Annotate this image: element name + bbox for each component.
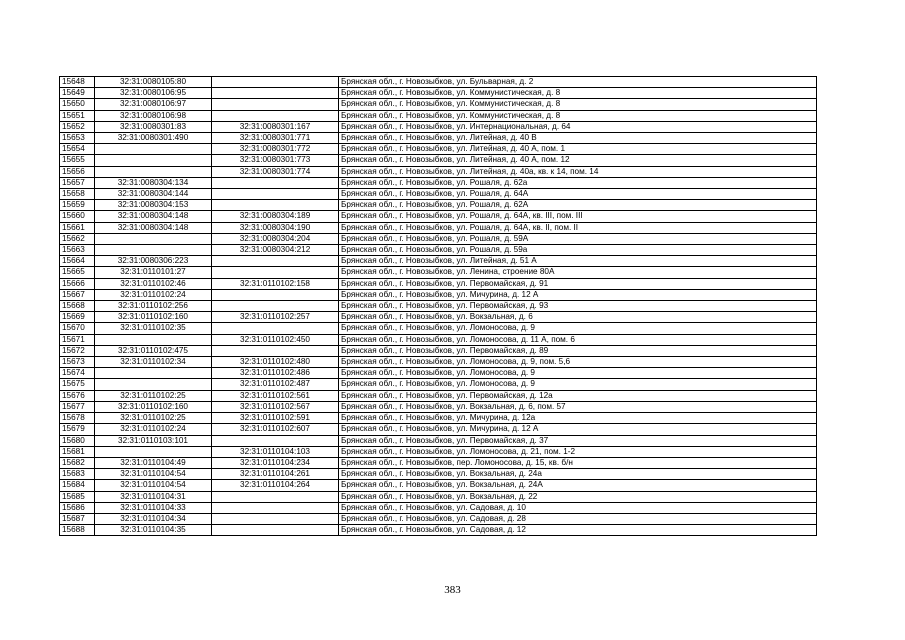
building-cadastral-number-cell: 32:31:0110102:561 bbox=[212, 390, 339, 401]
land-cadastral-number-cell: 32:31:0080106:98 bbox=[95, 110, 212, 121]
table-row bbox=[60, 177, 817, 188]
building-cadastral-number-cell bbox=[212, 177, 339, 188]
building-cadastral-number-cell bbox=[212, 513, 339, 524]
table-row bbox=[60, 502, 817, 513]
table-row bbox=[60, 457, 817, 468]
table-row bbox=[60, 357, 817, 368]
address-cell: Брянская обл., г. Новозыбков, ул. Литейная, д. 40 А, пом. 12 bbox=[339, 155, 817, 166]
address-cell: Брянская обл., г. Новозыбков, ул. Первомайская, д. 91 bbox=[339, 278, 817, 289]
land-cadastral-number-cell: 32:31:0110102:35 bbox=[95, 323, 212, 334]
address-cell: Брянская обл., г. Новозыбков, ул. Бульварная, д. 2 bbox=[339, 77, 817, 88]
address-cell: Брянская обл., г. Новозыбков, ул. Литейная, д. 51 А bbox=[339, 256, 817, 267]
address-cell: Брянская обл., г. Новозыбков, ул. Ленина, строение 80А bbox=[339, 267, 817, 278]
table-row bbox=[60, 334, 817, 345]
building-cadastral-number-cell bbox=[212, 200, 339, 211]
building-cadastral-number-cell: 32:31:0080301:771 bbox=[212, 133, 339, 144]
land-cadastral-number-cell: 32:31:0080304:148 bbox=[95, 211, 212, 222]
address-cell: Брянская обл., г. Новозыбков, ул. Ломоносова, д. 9 bbox=[339, 323, 817, 334]
row-number-cell: 15680 bbox=[60, 435, 95, 446]
land-cadastral-number-cell: 32:31:0080301:490 bbox=[95, 133, 212, 144]
address-cell: Брянская обл., г. Новозыбков, ул. Литейная, д. 40 А, пом. 1 bbox=[339, 144, 817, 155]
building-cadastral-number-cell: 32:31:0110102:591 bbox=[212, 413, 339, 424]
table-row bbox=[60, 133, 817, 144]
land-cadastral-number-cell: 32:31:0080304:144 bbox=[95, 189, 212, 200]
table-row bbox=[60, 121, 817, 132]
address-cell: Брянская обл., г. Новозыбков, ул. Рошаля, д. 59А bbox=[339, 233, 817, 244]
row-number-cell: 15658 bbox=[60, 189, 95, 200]
land-cadastral-number-cell: 32:31:0110102:46 bbox=[95, 278, 212, 289]
table-row bbox=[60, 401, 817, 412]
table-row bbox=[60, 233, 817, 244]
row-number-cell: 15653 bbox=[60, 133, 95, 144]
table-row bbox=[60, 211, 817, 222]
land-cadastral-number-cell: 32:31:0080105:80 bbox=[95, 77, 212, 88]
address-cell: Брянская обл., г. Новозыбков, ул. Ломоносова, д. 11 А, пом. 6 bbox=[339, 334, 817, 345]
address-cell: Брянская обл., г. Новозыбков, ул. Первомайская, д. 12а bbox=[339, 390, 817, 401]
building-cadastral-number-cell bbox=[212, 301, 339, 312]
row-number-cell: 15650 bbox=[60, 99, 95, 110]
address-cell: Брянская обл., г. Новозыбков, ул. Садовая, д. 28 bbox=[339, 513, 817, 524]
land-cadastral-number-cell bbox=[95, 155, 212, 166]
land-cadastral-number-cell bbox=[95, 379, 212, 390]
building-cadastral-number-cell bbox=[212, 256, 339, 267]
address-cell: Брянская обл., г. Новозыбков, ул. Рошаля, д. 59а bbox=[339, 245, 817, 256]
address-cell: Брянская обл., г. Новозыбков, ул. Коммунистическая, д. 8 bbox=[339, 99, 817, 110]
row-number-cell: 15667 bbox=[60, 289, 95, 300]
building-cadastral-number-cell: 32:31:0110102:607 bbox=[212, 424, 339, 435]
row-number-cell: 15660 bbox=[60, 211, 95, 222]
table-row bbox=[60, 99, 817, 110]
row-number-cell: 15676 bbox=[60, 390, 95, 401]
table-row bbox=[60, 469, 817, 480]
table-row bbox=[60, 200, 817, 211]
address-cell: Брянская обл., г. Новозыбков, ул. Первомайская, д. 89 bbox=[339, 345, 817, 356]
row-number-cell: 15685 bbox=[60, 491, 95, 502]
address-cell: Брянская обл., г. Новозыбков, ул. Литейная, д. 40а, кв. к 14, пом. 14 bbox=[339, 166, 817, 177]
building-cadastral-number-cell bbox=[212, 491, 339, 502]
building-cadastral-number-cell: 32:31:0110102:450 bbox=[212, 334, 339, 345]
building-cadastral-number-cell: 32:31:0080301:774 bbox=[212, 166, 339, 177]
land-cadastral-number-cell: 32:31:0110102:34 bbox=[95, 357, 212, 368]
row-number-cell: 15677 bbox=[60, 401, 95, 412]
address-cell: Брянская обл., г. Новозыбков, ул. Вокзальная, д. 6 bbox=[339, 312, 817, 323]
building-cadastral-number-cell: 32:31:0080301:772 bbox=[212, 144, 339, 155]
land-cadastral-number-cell: 32:31:0110101:27 bbox=[95, 267, 212, 278]
building-cadastral-number-cell bbox=[212, 99, 339, 110]
row-number-cell: 15661 bbox=[60, 222, 95, 233]
building-cadastral-number-cell bbox=[212, 77, 339, 88]
row-number-cell: 15681 bbox=[60, 446, 95, 457]
address-cell: Брянская обл., г. Новозыбков, ул. Вокзальная, д. 22 bbox=[339, 491, 817, 502]
land-cadastral-number-cell: 32:31:0110102:160 bbox=[95, 312, 212, 323]
land-cadastral-number-cell bbox=[95, 368, 212, 379]
land-cadastral-number-cell: 32:31:0080304:148 bbox=[95, 222, 212, 233]
building-cadastral-number-cell bbox=[212, 435, 339, 446]
row-number-cell: 15665 bbox=[60, 267, 95, 278]
table-row bbox=[60, 144, 817, 155]
building-cadastral-number-cell: 32:31:0110102:486 bbox=[212, 368, 339, 379]
land-cadastral-number-cell: 32:31:0110104:54 bbox=[95, 480, 212, 491]
table-row bbox=[60, 245, 817, 256]
address-cell: Брянская обл., г. Новозыбков, пер. Ломоносова, д. 15, кв. б/н bbox=[339, 457, 817, 468]
address-cell: Брянская обл., г. Новозыбков, ул. Ломоносова, д. 9 bbox=[339, 368, 817, 379]
row-number-cell: 15682 bbox=[60, 457, 95, 468]
table-row bbox=[60, 267, 817, 278]
table-row bbox=[60, 110, 817, 121]
row-number-cell: 15670 bbox=[60, 323, 95, 334]
building-cadastral-number-cell: 32:31:0110102:257 bbox=[212, 312, 339, 323]
page-number: 383 bbox=[444, 584, 461, 596]
land-cadastral-number-cell: 32:31:0110102:160 bbox=[95, 401, 212, 412]
land-cadastral-number-cell: 32:31:0080301:83 bbox=[95, 121, 212, 132]
row-number-cell: 15674 bbox=[60, 368, 95, 379]
property-registry-table bbox=[59, 76, 817, 536]
table-row bbox=[60, 379, 817, 390]
row-number-cell: 15687 bbox=[60, 513, 95, 524]
row-number-cell: 15688 bbox=[60, 525, 95, 536]
table-row bbox=[60, 166, 817, 177]
land-cadastral-number-cell: 32:31:0110103:101 bbox=[95, 435, 212, 446]
land-cadastral-number-cell: 32:31:0110102:25 bbox=[95, 413, 212, 424]
address-cell: Брянская обл., г. Новозыбков, ул. Первомайская, д. 93 bbox=[339, 301, 817, 312]
land-cadastral-number-cell bbox=[95, 166, 212, 177]
table-row bbox=[60, 155, 817, 166]
land-cadastral-number-cell: 32:31:0110104:49 bbox=[95, 457, 212, 468]
table-row bbox=[60, 368, 817, 379]
land-cadastral-number-cell: 32:31:0110104:54 bbox=[95, 469, 212, 480]
table-row bbox=[60, 390, 817, 401]
land-cadastral-number-cell: 32:31:0080304:153 bbox=[95, 200, 212, 211]
row-number-cell: 15654 bbox=[60, 144, 95, 155]
building-cadastral-number-cell: 32:31:0080301:773 bbox=[212, 155, 339, 166]
land-cadastral-number-cell bbox=[95, 446, 212, 457]
table-row bbox=[60, 88, 817, 99]
building-cadastral-number-cell bbox=[212, 267, 339, 278]
land-cadastral-number-cell bbox=[95, 144, 212, 155]
address-cell: Брянская обл., г. Новозыбков, ул. Ломоносова, д. 9, пом. 5,6 bbox=[339, 357, 817, 368]
row-number-cell: 15648 bbox=[60, 77, 95, 88]
land-cadastral-number-cell: 32:31:0080106:95 bbox=[95, 88, 212, 99]
address-cell: Брянская обл., г. Новозыбков, ул. Первомайская, д. 37 bbox=[339, 435, 817, 446]
table-row bbox=[60, 301, 817, 312]
land-cadastral-number-cell: 32:31:0110102:24 bbox=[95, 424, 212, 435]
address-cell: Брянская обл., г. Новозыбков, ул. Вокзальная, д. 24А bbox=[339, 480, 817, 491]
table-row bbox=[60, 480, 817, 491]
row-number-cell: 15659 bbox=[60, 200, 95, 211]
address-cell: Брянская обл., г. Новозыбков, ул. Ломоносова, д. 21, пом. 1-2 bbox=[339, 446, 817, 457]
table-row bbox=[60, 77, 817, 88]
address-cell: Брянская обл., г. Новозыбков, ул. Рошаля, д. 64А, кв. II, пом. II bbox=[339, 222, 817, 233]
table-row bbox=[60, 435, 817, 446]
building-cadastral-number-cell: 32:31:0110102:480 bbox=[212, 357, 339, 368]
address-cell: Брянская обл., г. Новозыбков, ул. Рошаля, д. 62А bbox=[339, 200, 817, 211]
table-row bbox=[60, 491, 817, 502]
address-cell: Брянская обл., г. Новозыбков, ул. Рошаля, д. 62а bbox=[339, 177, 817, 188]
row-number-cell: 15671 bbox=[60, 334, 95, 345]
land-cadastral-number-cell bbox=[95, 245, 212, 256]
land-cadastral-number-cell: 32:31:0110102:256 bbox=[95, 301, 212, 312]
land-cadastral-number-cell bbox=[95, 334, 212, 345]
building-cadastral-number-cell bbox=[212, 110, 339, 121]
land-cadastral-number-cell: 32:31:0110102:24 bbox=[95, 289, 212, 300]
land-cadastral-number-cell: 32:31:0110104:31 bbox=[95, 491, 212, 502]
land-cadastral-number-cell: 32:31:0110104:35 bbox=[95, 525, 212, 536]
table-row bbox=[60, 323, 817, 334]
table-row bbox=[60, 278, 817, 289]
building-cadastral-number-cell: 32:31:0110102:487 bbox=[212, 379, 339, 390]
row-number-cell: 15679 bbox=[60, 424, 95, 435]
land-cadastral-number-cell: 32:31:0080304:134 bbox=[95, 177, 212, 188]
table-row bbox=[60, 513, 817, 524]
table-row bbox=[60, 525, 817, 536]
building-cadastral-number-cell: 32:31:0080301:167 bbox=[212, 121, 339, 132]
registry-table-body bbox=[60, 77, 817, 536]
building-cadastral-number-cell bbox=[212, 502, 339, 513]
land-cadastral-number-cell: 32:31:0080306:223 bbox=[95, 256, 212, 267]
row-number-cell: 15678 bbox=[60, 413, 95, 424]
land-cadastral-number-cell bbox=[95, 233, 212, 244]
address-cell: Брянская обл., г. Новозыбков, ул. Коммунистическая, д. 8 bbox=[339, 88, 817, 99]
building-cadastral-number-cell: 32:31:0080304:189 bbox=[212, 211, 339, 222]
building-cadastral-number-cell: 32:31:0110104:103 bbox=[212, 446, 339, 457]
row-number-cell: 15649 bbox=[60, 88, 95, 99]
row-number-cell: 15655 bbox=[60, 155, 95, 166]
address-cell: Брянская обл., г. Новозыбков, ул. Ломоносова, д. 9 bbox=[339, 379, 817, 390]
building-cadastral-number-cell bbox=[212, 289, 339, 300]
building-cadastral-number-cell: 32:31:0110102:158 bbox=[212, 278, 339, 289]
row-number-cell: 15657 bbox=[60, 177, 95, 188]
building-cadastral-number-cell: 32:31:0110102:567 bbox=[212, 401, 339, 412]
address-cell: Брянская обл., г. Новозыбков, ул. Интернациональная, д. 64 bbox=[339, 121, 817, 132]
table-row bbox=[60, 289, 817, 300]
land-cadastral-number-cell: 32:31:0080106:97 bbox=[95, 99, 212, 110]
table-row bbox=[60, 446, 817, 457]
address-cell: Брянская обл., г. Новозыбков, ул. Вокзальная, д. 24а bbox=[339, 469, 817, 480]
building-cadastral-number-cell: 32:31:0080304:190 bbox=[212, 222, 339, 233]
table-row bbox=[60, 424, 817, 435]
row-number-cell: 15656 bbox=[60, 166, 95, 177]
row-number-cell: 15666 bbox=[60, 278, 95, 289]
row-number-cell: 15673 bbox=[60, 357, 95, 368]
address-cell: Брянская обл., г. Новозыбков, ул. Вокзальная, д. 6, пом. 57 bbox=[339, 401, 817, 412]
building-cadastral-number-cell bbox=[212, 189, 339, 200]
row-number-cell: 15672 bbox=[60, 345, 95, 356]
row-number-cell: 15684 bbox=[60, 480, 95, 491]
row-number-cell: 15663 bbox=[60, 245, 95, 256]
land-cadastral-number-cell: 32:31:0110102:25 bbox=[95, 390, 212, 401]
address-cell: Брянская обл., г. Новозыбков, ул. Мичурина, д. 12 А bbox=[339, 289, 817, 300]
row-number-cell: 15662 bbox=[60, 233, 95, 244]
building-cadastral-number-cell bbox=[212, 345, 339, 356]
row-number-cell: 15668 bbox=[60, 301, 95, 312]
building-cadastral-number-cell: 32:31:0110104:261 bbox=[212, 469, 339, 480]
building-cadastral-number-cell: 32:31:0080304:204 bbox=[212, 233, 339, 244]
table-row bbox=[60, 189, 817, 200]
address-cell: Брянская обл., г. Новозыбков, ул. Литейная, д. 40 В bbox=[339, 133, 817, 144]
row-number-cell: 15683 bbox=[60, 469, 95, 480]
land-cadastral-number-cell: 32:31:0110102:475 bbox=[95, 345, 212, 356]
table-row bbox=[60, 256, 817, 267]
building-cadastral-number-cell bbox=[212, 88, 339, 99]
address-cell: Брянская обл., г. Новозыбков, ул. Рошаля, д. 64А, кв. III, пом. III bbox=[339, 211, 817, 222]
building-cadastral-number-cell bbox=[212, 323, 339, 334]
address-cell: Брянская обл., г. Новозыбков, ул. Мичурина, д. 12а bbox=[339, 413, 817, 424]
row-number-cell: 15651 bbox=[60, 110, 95, 121]
table-row bbox=[60, 345, 817, 356]
table-row bbox=[60, 222, 817, 233]
building-cadastral-number-cell bbox=[212, 525, 339, 536]
address-cell: Брянская обл., г. Новозыбков, ул. Коммунистическая, д. 8 bbox=[339, 110, 817, 121]
address-cell: Брянская обл., г. Новозыбков, ул. Садовая, д. 12 bbox=[339, 525, 817, 536]
building-cadastral-number-cell: 32:31:0080304:212 bbox=[212, 245, 339, 256]
building-cadastral-number-cell: 32:31:0110104:234 bbox=[212, 457, 339, 468]
land-cadastral-number-cell: 32:31:0110104:34 bbox=[95, 513, 212, 524]
address-cell: Брянская обл., г. Новозыбков, ул. Садовая, д. 10 bbox=[339, 502, 817, 513]
building-cadastral-number-cell: 32:31:0110104:264 bbox=[212, 480, 339, 491]
table-row bbox=[60, 312, 817, 323]
row-number-cell: 15669 bbox=[60, 312, 95, 323]
address-cell: Брянская обл., г. Новозыбков, ул. Мичурина, д. 12 А bbox=[339, 424, 817, 435]
address-cell: Брянская обл., г. Новозыбков, ул. Рошаля, д. 64А bbox=[339, 189, 817, 200]
land-cadastral-number-cell: 32:31:0110104:33 bbox=[95, 502, 212, 513]
row-number-cell: 15686 bbox=[60, 502, 95, 513]
table-row bbox=[60, 413, 817, 424]
row-number-cell: 15675 bbox=[60, 379, 95, 390]
row-number-cell: 15664 bbox=[60, 256, 95, 267]
row-number-cell: 15652 bbox=[60, 121, 95, 132]
